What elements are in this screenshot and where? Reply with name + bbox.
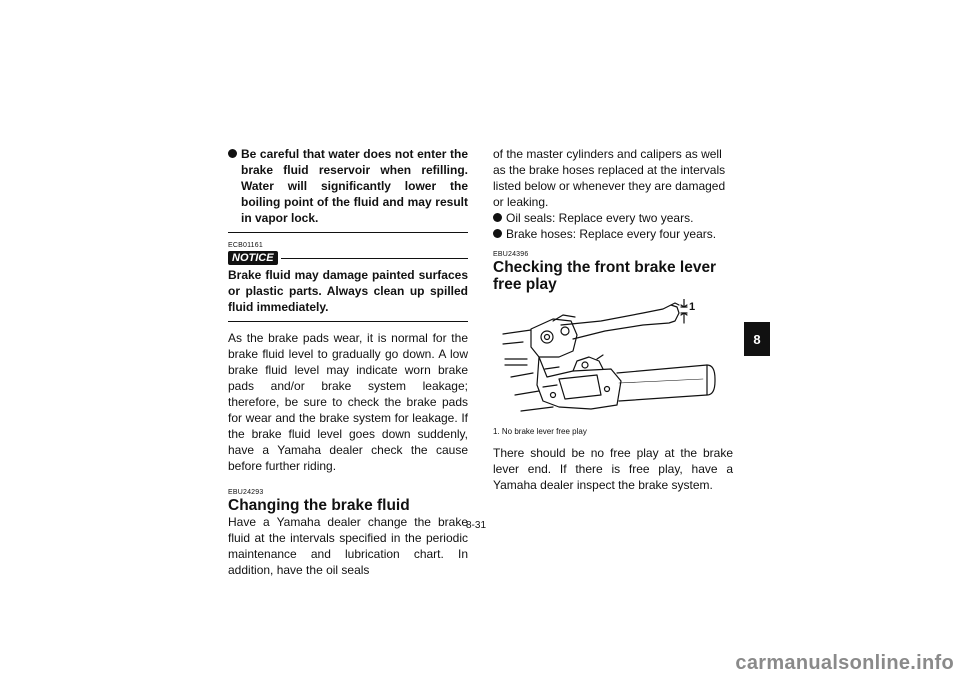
figure-caption: 1. No brake lever free play bbox=[493, 427, 587, 436]
list-item bbox=[493, 226, 733, 242]
section-heading: Checking the front brake lever free play bbox=[493, 259, 717, 293]
right-column bbox=[493, 146, 733, 493]
section-heading: Changing the brake fluid bbox=[228, 497, 410, 514]
list-item-text: Brake hoses: Replace every four years. bbox=[506, 227, 717, 241]
notice-header bbox=[228, 251, 468, 265]
bullet-dot-icon bbox=[493, 229, 502, 238]
section-text: Have a Yamaha dealer change the brake fluid at the intervals specified in the periodic maintenance and lubrication chart. In addition, have the oil seals bbox=[228, 515, 468, 577]
notice-badge: NOTICE bbox=[228, 251, 278, 265]
list-item-text: Oil seals: Replace every two years. bbox=[506, 211, 694, 225]
final-text: There should be no free play at the brake lever end. If there is free play, have a Yamaha dealer inspect the brake system. bbox=[493, 446, 733, 492]
notice-rule bbox=[281, 258, 468, 259]
continuation-text: of the master cylinders and calipers as well as the brake hoses replaced at the intervals listed below or whenever they are damaged or leaking. bbox=[493, 147, 726, 209]
notice-code: ECB01161 bbox=[228, 242, 263, 249]
bullet-dot-icon bbox=[493, 213, 502, 222]
brake-lever-figure bbox=[493, 299, 733, 424]
list-item bbox=[493, 210, 733, 226]
body-paragraph: As the brake pads wear, it is normal for the brake fluid level to gradually go down. A low brake fluid level may indicate worn brake pads and/or brake system leakage; therefore, be sure to check the brake pads for wear and the brake system for leakage. If the brake fluid level goes down suddenly, have a Yamaha dealer check the cause before further riding. bbox=[228, 331, 468, 473]
brake-lever-illustration bbox=[493, 299, 733, 424]
section-code: EBU24293 bbox=[228, 489, 264, 496]
divider bbox=[228, 232, 468, 233]
warning-bullet bbox=[228, 146, 468, 226]
section-code: EBU24396 bbox=[493, 251, 529, 258]
left-column bbox=[228, 146, 468, 578]
page-number: 8-31 bbox=[466, 520, 487, 531]
notice-text: Brake fluid may damage painted surfaces or plastic parts. Always clean up spilled fluid immediately. bbox=[228, 268, 468, 314]
divider bbox=[228, 321, 468, 322]
section-tab: 8 bbox=[744, 322, 770, 356]
watermark: carmanualsonline.info bbox=[735, 652, 954, 674]
figure-callout-1: 1 bbox=[689, 301, 696, 313]
warning-bullet-text: Be careful that water does not enter the brake fluid reservoir when refilling. Water will significantly lower the boiling point of the fluid and may result in vapor lock. bbox=[241, 147, 468, 225]
bullet-dot-icon bbox=[228, 149, 237, 158]
